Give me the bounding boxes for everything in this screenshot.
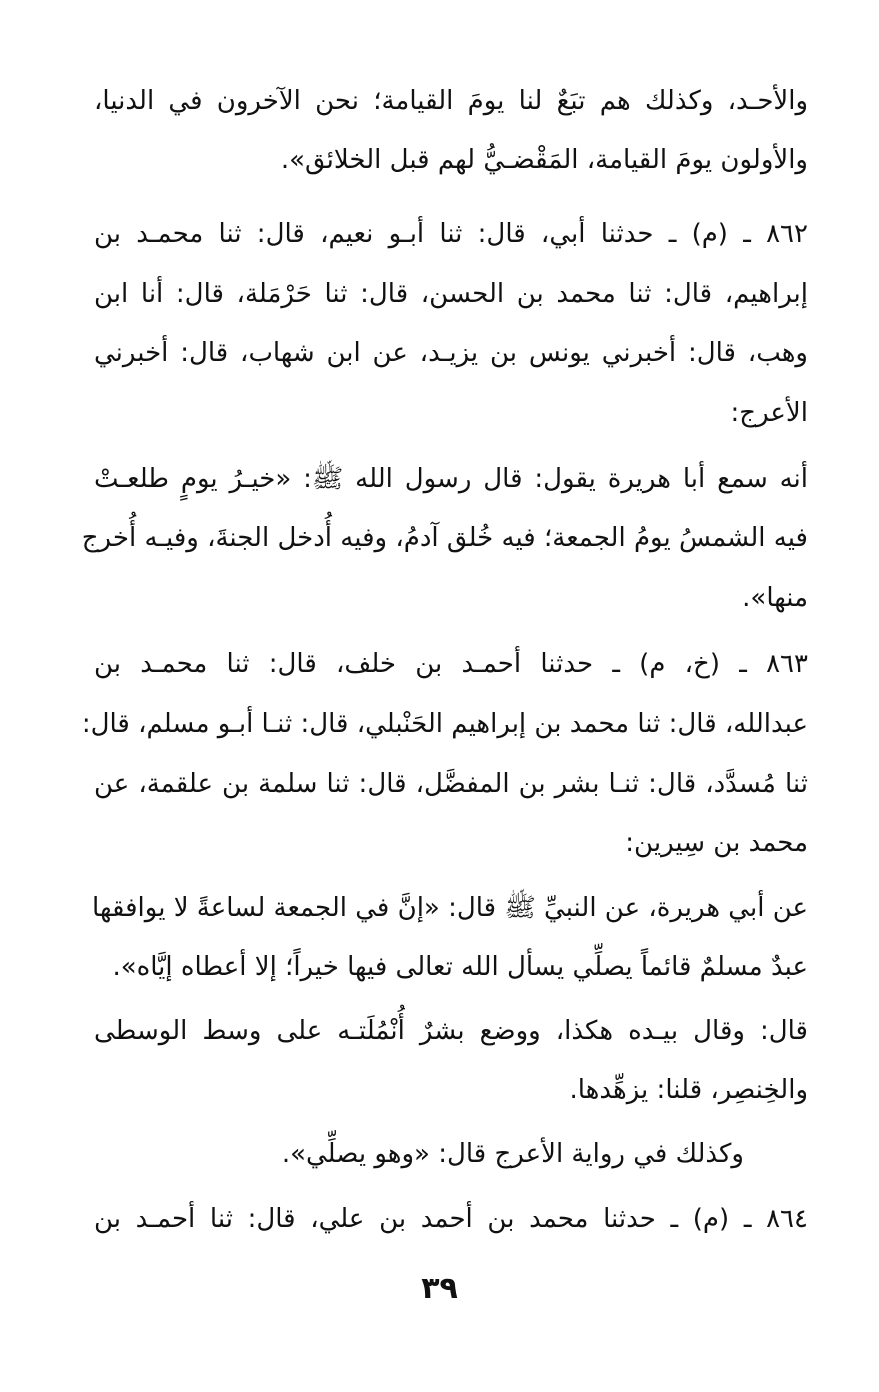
text-line-18: وكذلك في رواية الأعرج قال: «وهو يصلِّي». <box>281 1139 744 1169</box>
text-line-7: أنه سمع أبا هريرة يقول: قال رسول الله ﷺ: «خيـرُ يومٍ طلعـتْ <box>94 464 808 494</box>
text-line-8: فيه الشمسُ يومُ الجمعة؛ فيه خُلق آدمُ، وفيه أُدخل الجنةَ، وفيـه أُخرج <box>81 523 808 553</box>
text-line-19: ٨٦٤ ـ (م) ـ حدثنا محمد بن أحمد بن علي، قال: ثنا أحمـد بن <box>94 1204 808 1234</box>
text-line-5: وهب، قال: أخبرني يونس بن يزيـد، عن ابن شهاب، قال: أخبرني <box>94 338 808 368</box>
text-line-13: محمد بن سِيرين: <box>625 828 808 858</box>
text-line-1: والأحـد، وكذلك هم تبَعٌ لنا يومَ القيامة؛ نحن الآخرون في الدنيا، <box>94 86 808 116</box>
text-line-15: عبدٌ مسلمٌ قائماً يصلِّي يسأل الله تعالى فيها خيراً؛ إلا أعطاه إيَّاه». <box>112 952 808 982</box>
text-line-17: والخِنصِر، قلنا: يزهِّدها. <box>569 1075 808 1105</box>
text-line-16: قال: وقال بيـده هكذا، ووضع بشرٌ أُنْمُلَتـه على وسط الوسطى <box>94 1016 808 1046</box>
text-line-6: الأعرج: <box>730 398 808 428</box>
text-line-11: عبدالله، قال: ثنا محمد بن إبراهيم الحَنْبلي، قال: ثنـا أبـو مسلم، قال: <box>81 709 808 739</box>
text-line-14: عن أبي هريرة، عن النبيِّ ﷺ قال: «إنَّ في الجمعة لساعةً لا يوافقها <box>92 893 808 923</box>
page-number: ٣٩ <box>421 1271 458 1306</box>
text-line-2: والأولون يومَ القيامة، المَقْضـيُّ لهم قبل الخلائق». <box>280 145 808 175</box>
text-line-3: ٨٦٢ ـ (م) ـ حدثنا أبي، قال: ثنا أبـو نعيم، قال: ثنا محمـد بن <box>94 219 808 249</box>
text-line-9: منها». <box>742 583 808 613</box>
text-line-4: إبراهيم، قال: ثنا محمد بن الحسن، قال: ثنا حَرْمَلة، قال: أنا ابن <box>94 279 808 309</box>
text-line-12: ثنا مُسدَّد، قال: ثنـا بشر بن المفضَّل، قال: ثنا سلمة بن علقمة، عن <box>94 769 808 799</box>
text-line-10: ٨٦٣ ـ (خ، م) ـ حدثنا أحمـد بن خلف، قال: ثنا محمـد بن <box>94 649 808 679</box>
